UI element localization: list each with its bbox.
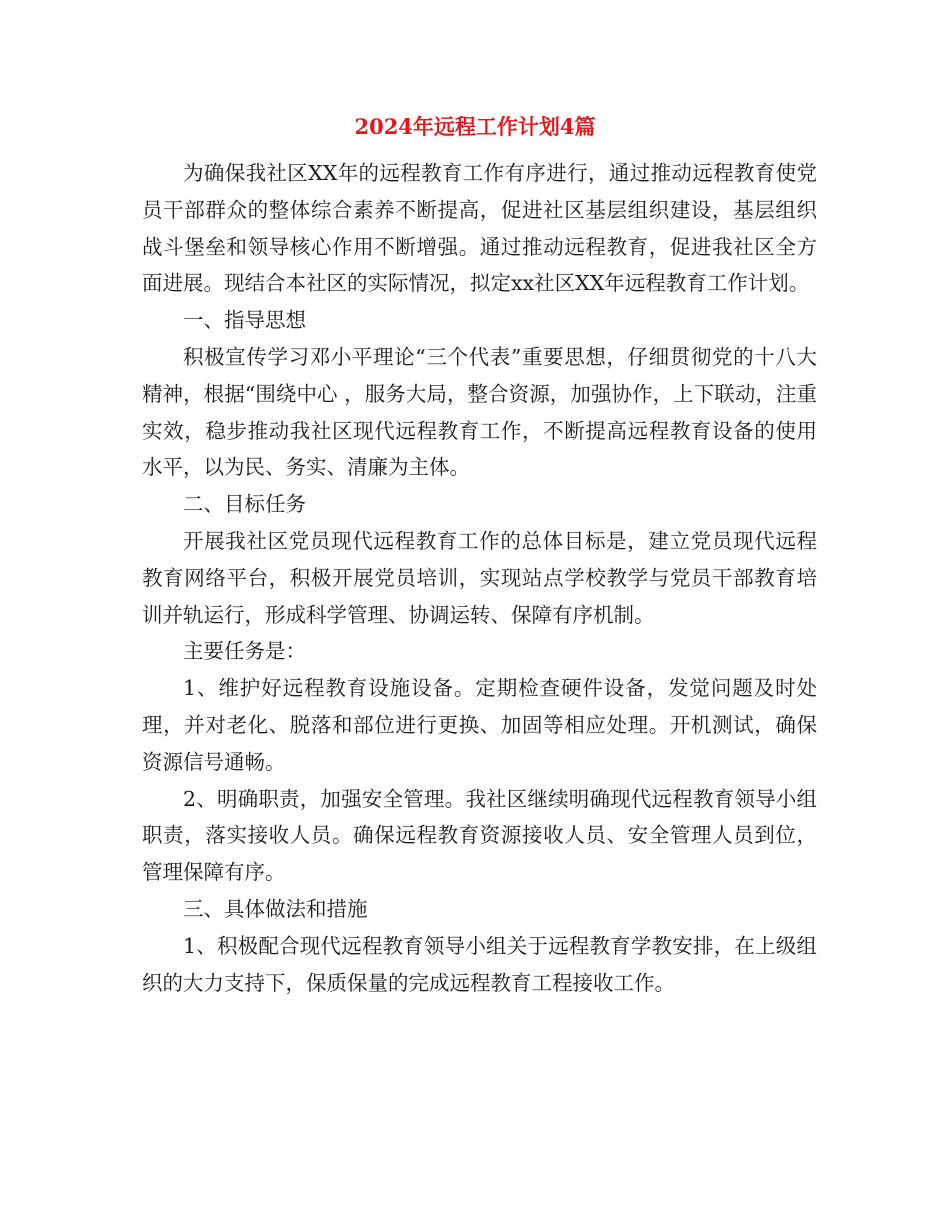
main-tasks-label: 主要任务是：: [183, 639, 306, 664]
guiding-ideology-paragraph: 积极宣传学习邓小平理论“三个代表”重要思想，仔细贯彻党的十八大精神，根据“围绕中心 ，服务大局，整合资源，加强协作，上下联动，注重实效，稳步推动我社区现代远程教育工作，不断提高远程教育设备的使用水平，以为民、务实、清廉为主体。: [142, 344, 817, 480]
section-heading-guiding-ideology: 一、指导思想: [183, 308, 306, 333]
section-heading-measures: 三、具体做法和措施: [183, 896, 368, 921]
intro-paragraph: 为确保我社区XX年的远程教育工作有序进行，通过推动远程教育使党员干部群众的整体综合素养不断提高，促进社区基层组织建设，基层组织战斗堡垒和领导核心作用不断增强。通过推动远程教育，促进我社区全方面进展。现结合本社区的实际情况，拟定xx社区XX年远程教育工作计划。: [142, 161, 817, 296]
task-item-1: 1、维护好远程教育设施设备。定期检查硬件设备，发觉问题及时处理，并对老化、脱落和部位进行更换、加固等相应处理。开机测试，确保资源信号通畅。: [142, 676, 817, 774]
measure-item-1: 1、积极配合现代远程教育领导小组关于远程教育学教安排，在上级组织的大力支持下，保质保量的完成远程教育工程接收工作。: [142, 933, 817, 995]
document-body: [142, 155, 817, 1001]
task-item-2: 2、明确职责，加强安全管理。我社区继续明确现代远程教育领导小组职责，落实接收人员。确保远程教育资源接收人员、安全管理人员到位，管理保障有序。: [142, 786, 817, 885]
document-title: 2024年远程工作计划4篇: [354, 114, 596, 139]
goals-paragraph: 开展我社区党员现代远程教育工作的总体目标是，建立党员现代远程教育网络平台，积极开展党员培训，实现站点学校教学与党员干部教育培训并轨运行，形成科学管理、协调运转、保障有序机制。: [142, 528, 817, 627]
section-heading-goals: 二、目标任务: [183, 492, 306, 517]
